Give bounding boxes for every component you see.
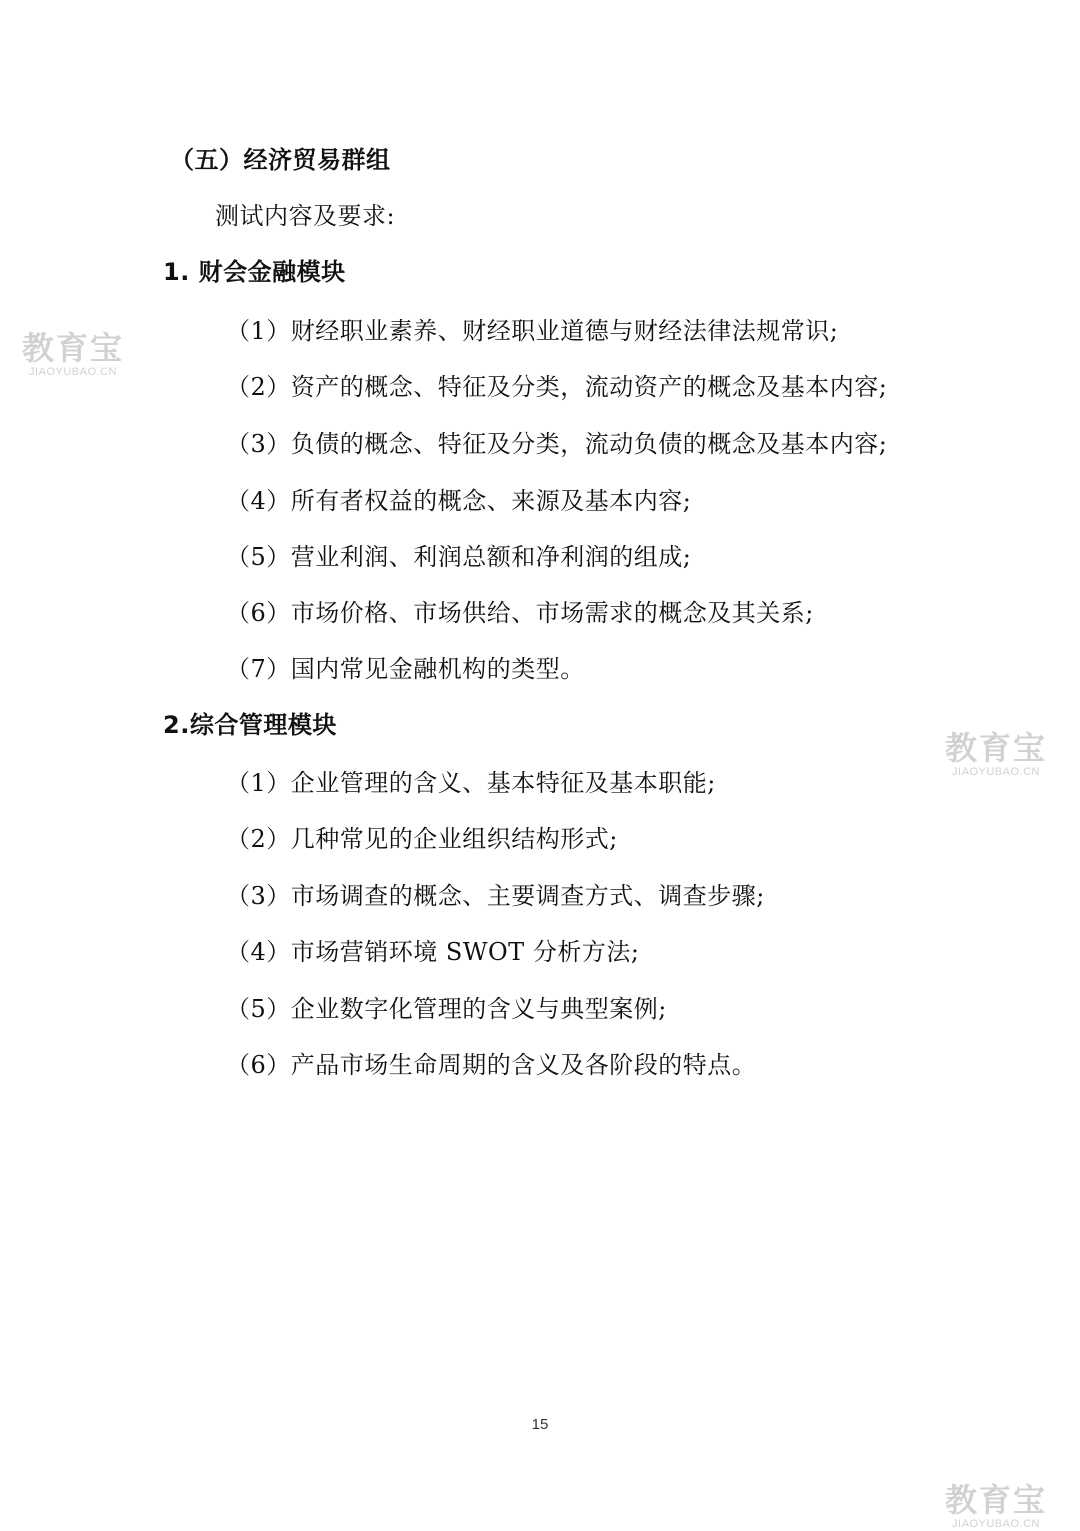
- watermark-en: JIAOYUBAO.CN: [952, 1518, 1040, 1530]
- list-item: （1）企业管理的含义、基本特征及基本职能;: [226, 769, 716, 797]
- watermark-logo: [926, 730, 1066, 779]
- watermark-en: JIAOYUBAO.CN: [29, 366, 117, 378]
- module-heading-management: 2.综合管理模块: [163, 711, 337, 739]
- list-item: （3）负债的概念、特征及分类，流动负债的概念及基本内容;: [226, 430, 888, 458]
- list-item: （3）市场调查的概念、主要调查方式、调查步骤;: [226, 882, 765, 910]
- watermark-cn: 教育宝: [21, 329, 124, 367]
- list-item: （7）国内常见金融机构的类型。: [226, 655, 585, 683]
- list-item: （5）营业利润、利润总额和净利润的组成;: [226, 543, 692, 571]
- intro-text: 测试内容及要求:: [215, 202, 396, 230]
- page-number: 15: [531, 1416, 549, 1433]
- list-item: （4）市场营销环境 SWOT 分析方法;: [226, 938, 640, 966]
- watermark-cn: 教育宝: [944, 1481, 1047, 1519]
- list-item: （6）市场价格、市场供给、市场需求的概念及其关系;: [226, 599, 814, 627]
- watermark-en: JIAOYUBAO.CN: [952, 766, 1040, 778]
- list-item: （2）资产的概念、特征及分类，流动资产的概念及基本内容;: [226, 373, 888, 401]
- watermark-cn: 教育宝: [944, 729, 1047, 767]
- list-item: （1）财经职业素养、财经职业道德与财经法律法规常识;: [226, 317, 839, 345]
- watermark-logo: [926, 1482, 1066, 1531]
- list-item: （2）几种常见的企业组织结构形式;: [226, 825, 618, 853]
- section-title: （五）经济贸易群组: [170, 146, 391, 174]
- module-heading-finance: 1. 财会金融模块: [163, 258, 346, 286]
- list-item: （5）企业数字化管理的含义与典型案例;: [226, 995, 667, 1023]
- list-item: （6）产品市场生命周期的含义及各阶段的特点。: [226, 1051, 757, 1079]
- list-item: （4）所有者权益的概念、来源及基本内容;: [226, 487, 692, 515]
- watermark-logo: [3, 330, 143, 379]
